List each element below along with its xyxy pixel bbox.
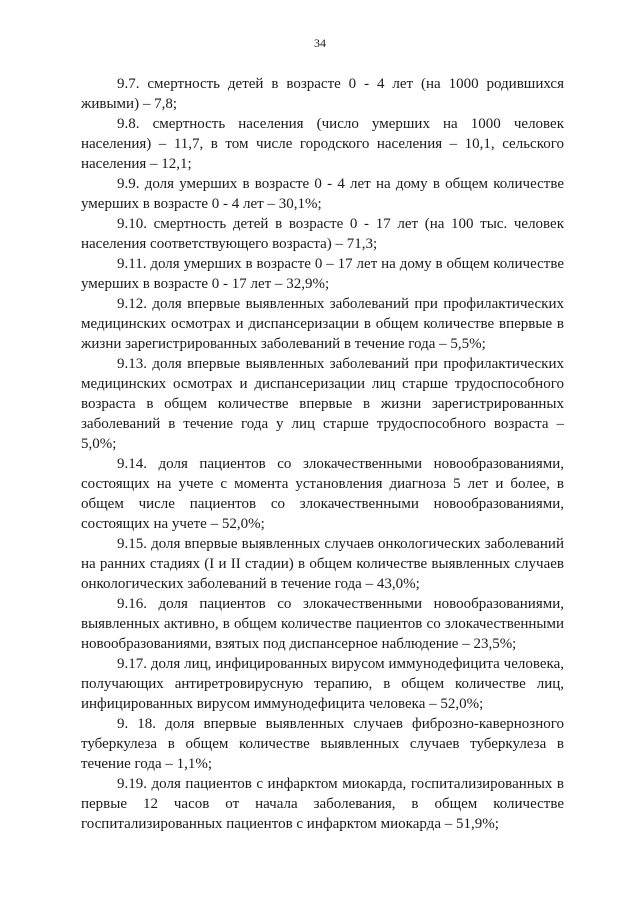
paragraph-9-10: 9.10. смертность детей в возрасте 0 - 17 лет (на 100 тыс. человек населения соответствующего возраста) – 71,3; (81, 216, 564, 252)
paragraph-9-19: 9.19. доля пациентов с инфарктом миокарда, госпитализированных в первые 12 часов от начала заболевания, в общем количестве госпитализированных пациентов с инфарктом миокарда – 51,9%; (81, 776, 564, 832)
paragraph-9-17: 9.17. доля лиц, инфицированных вирусом иммунодефицита человека, получающих антиретровирусную терапию, в общем количестве лиц, инфицированных вирусом иммунодефицита человека – 52,0%; (81, 656, 564, 712)
paragraph-9-15: 9.15. доля впервые выявленных случаев онкологических заболеваний на ранних стадиях (I и II стадии) в общем количестве выявленных случаев онкологических заболеваний в течение года – 43,0%; (81, 536, 564, 592)
paragraph-9-14: 9.14. доля пациентов со злокачественными новообразованиями, состоящих на учете с момента установления диагноза 5 лет и более, в общем числе пациентов со злокачественными новообразованиями, состоящих на учете – 52,0%; (81, 456, 564, 532)
paragraph-9-18: 9. 18. доля впервые выявленных случаев фиброзно-кавернозного туберкулеза в общем количестве выявленных случаев туберкулеза в течение года – 1,1%; (81, 716, 564, 772)
paragraph-9-8: 9.8. смертность населения (число умерших на 1000 человек населения) – 11,7, в том числе городского населения – 10,1, сельского населения – 12,1; (81, 116, 564, 172)
paragraph-9-9: 9.9. доля умерших в возрасте 0 - 4 лет на дому в общем количестве умерших в возрасте 0 - 4 лет – 30,1%; (81, 176, 564, 212)
page-number: 34 (314, 36, 326, 50)
paragraph-9-7: 9.7. смертность детей в возрасте 0 - 4 лет (на 1000 родившихся живыми) – 7,8; (81, 76, 564, 112)
document-body (81, 74, 564, 834)
paragraph-9-11: 9.11. доля умерших в возрасте 0 – 17 лет на дому в общем количестве умерших в возрасте 0 - 17 лет – 32,9%; (81, 256, 564, 292)
paragraph-9-16: 9.16. доля пациентов со злокачественными новообразованиями, выявленных активно, в общем количестве пациентов со злокачественными новообразованиями, взятых под диспансерное наблюдение – 23,5%; (81, 596, 564, 652)
paragraph-9-12: 9.12. доля впервые выявленных заболеваний при профилактических медицинских осмотрах и диспансеризации в общем количестве впервые в жизни зарегистрированных заболеваний в течение года – 5,5%; (81, 296, 564, 352)
paragraph-9-13: 9.13. доля впервые выявленных заболеваний при профилактических медицинских осмотрах и диспансеризации лиц старше трудоспособного возраста в общем количестве впервые в жизни зарегистрированных заболеваний в течение года у лиц старше трудоспособного возраста – 5,0%; (81, 356, 564, 452)
